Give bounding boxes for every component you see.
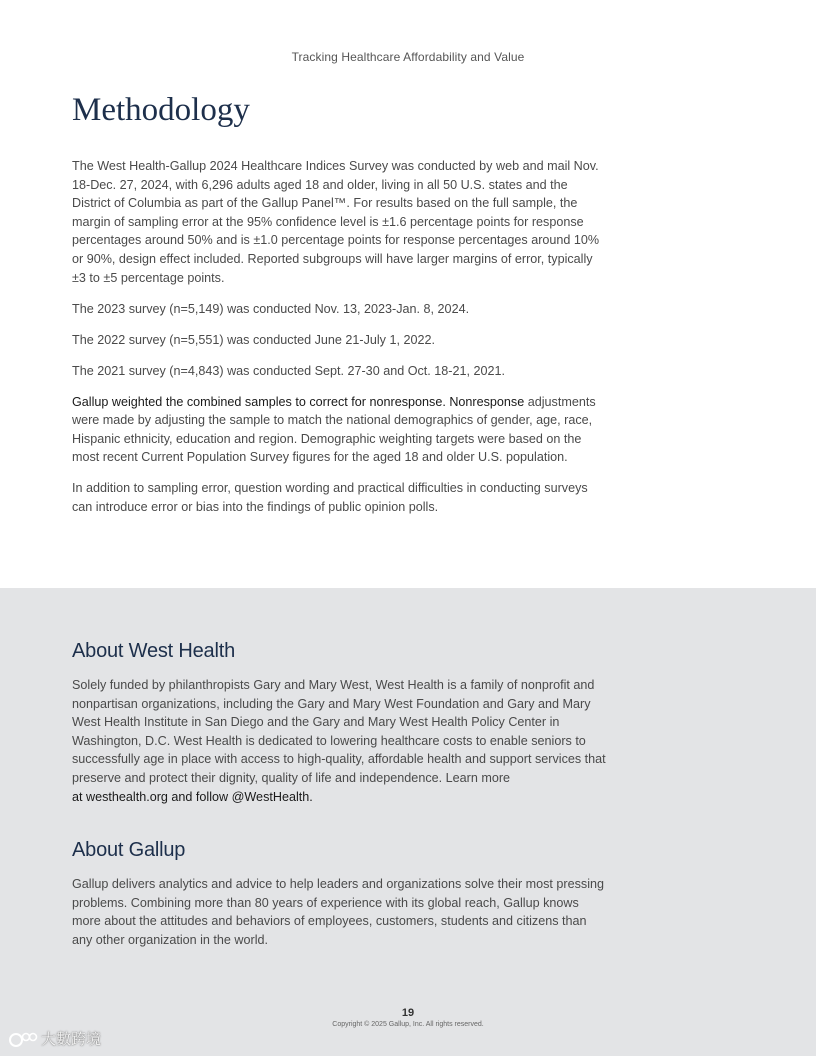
methodology-paragraph: The 2023 survey (n=5,149) was conducted Nov. 13, 2023-Jan. 8, 2024. — [72, 301, 470, 316]
weighting-rest: adjustments were made by adjusting the sample to match the national demographics of gender, age, race, Hispanic ethnicity, education and region. Demographic weighting targets were based on the most recent Current Population Survey figures for the aged 18 and older U.S. population. — [72, 394, 596, 465]
page-title: Methodology — [72, 92, 250, 128]
weighting-paragraph — [72, 393, 607, 467]
methodology-body — [72, 157, 607, 529]
watermark-logo-icon — [8, 1030, 38, 1048]
page-number: 19 — [401, 1007, 415, 1019]
methodology-paragraph: The West Health-Gallup 2024 Healthcare Indices Survey was conducted by web and mail Nov. 18-Dec. 27, 2024, with 6,296 adults aged 18 and older, living in all 50 U.S. states and the District of Columbia as part of the Gallup Panel™. For results based on the full sample, the margin of sampling error at the 95% confidence level is ±1.6 percentage points for response percentages around 50% and is ±1.0 percentage points for response percentages around 10% or 90%, design effect included. Reported subgroups will have larger margins of error, typically ±3 to ±5 percentage points. — [72, 159, 600, 285]
about-gallup-heading: About Gallup — [72, 839, 186, 861]
about-gallup-body — [72, 875, 607, 962]
about-west-health-links: at westhealth.org and follow @WestHealth. — [72, 789, 313, 804]
running-header: Tracking Healthcare Affordability and Value — [291, 50, 525, 64]
methodology-closing: In addition to sampling error, question wording and practical difficulties in conducting surveys can introduce error or bias into the findings of public opinion polls. — [72, 481, 588, 514]
watermark — [8, 1028, 101, 1049]
watermark-text: 大數跨境 — [41, 1031, 102, 1048]
methodology-paragraph: The 2022 survey (n=5,551) was conducted June 21-July 1, 2022. — [72, 332, 435, 347]
about-west-health-main: Solely funded by philanthropists Gary and Mary West, West Health is a family of nonprofit and nonpartisan organizations, including the Gary and Mary West Foundation and Gary and Mary West Health Institute in San Diego and the Gary and Mary West Health Policy Center in Washington, D.C. West Health is dedicated to lowering healthcare costs to enable seniors to successfully age in place with access to high-quality, affordable health and support services that preserve and protect their dignity, quality of life and independence. Learn more — [72, 678, 606, 785]
copyright-notice: Copyright © 2025 Gallup, Inc. All rights reserved. — [332, 1021, 484, 1028]
about-gallup-paragraph: Gallup delivers analytics and advice to help leaders and organizations solve their most pressing problems. Combining more than 80 years of experience with its global reach, Gallup knows more about the attitudes and behaviors of employees, customers, students and citizens than any other organization in the world. — [72, 877, 605, 947]
about-west-health-heading: About West Health — [72, 640, 235, 662]
weighting-lead: Gallup weighted the combined samples to correct for nonresponse. Nonresponse — [72, 394, 525, 409]
about-west-health-body — [72, 676, 607, 819]
about-west-health-paragraph — [72, 676, 607, 806]
methodology-paragraph: The 2021 survey (n=4,843) was conducted Sept. 27-30 and Oct. 18-21, 2021. — [72, 363, 506, 378]
